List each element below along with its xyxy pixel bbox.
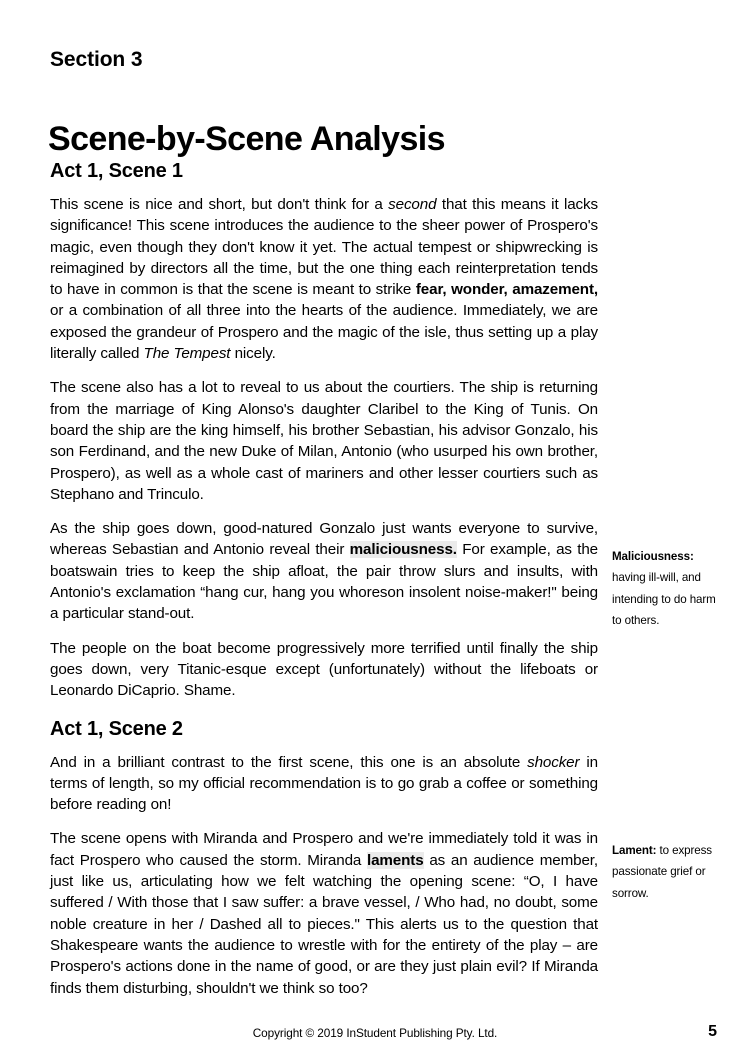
emphasis-text: second [388,196,437,213]
paragraph: This scene is nice and short, but don't think for a second that this means it lacks significance! This scene introduces the audience to the sheer power of Prospero's magic, even though they don't know it yet. The actual tempest or shipwrecking is reimagined by directors all the time, but the one thing each reinterpretation tends to have in common is that the scene is meant to strike fear, wonder, amazement, or a combination of all three into the hearts of the audience. Immediately, we are exposed the grandeur of Prospero and the magic of the isle, thus setting up a play literally called The Tempest nicely. [50,196,599,363]
page-title: Scene-by-Scene Analysis [48,119,445,158]
paragraph: The scene also has a lot to reveal to us about the courtiers. The ship is returning from the marriage of King Alonso's daughter Claribel to the King of Tunis. On board the ship are the king himself, his brother Sebastian, his advisor Gonzalo, his son Ferdinand, and the new Duke of Milan, Antonio (who usurped his own brother, Prospero), as well as a whole cast of mariners and other lesser courtiers such as Stephano and Trinculo. [50,379,598,503]
scene-heading-act1-scene1: Act 1, Scene 1 [50,160,183,182]
margin-note-lament [612,840,727,904]
emphasis-text: The Tempest [143,345,231,363]
page-footer [0,1023,750,1046]
glossary-term-highlight: maliciousness. [349,541,457,559]
paragraph: The scene opens with Miranda and Prospero and we're immediately told it was in fact Prospero who caused the storm. Miranda laments as an audience member, just like us, articulating how we felt watching the opening scene: “O, I have suffered / With those that I saw suffer: a brave vessel, / Who had, no doubt, some noble creature in her / Dashed all to pieces." This alerts us to the question that Shakespeare wants the audience to wrestle with for the entirety of the play – are Prospero's actions done in the name of good, or are they just plain evil? If Miranda finds them disturbing, shouldn't we think so too? [50,830,598,997]
paragraph: As the ship goes down, good-natured Gonzalo just wants everyone to survive, whereas Sebastian and Antonio reveal their maliciousness. For example, as the boatswain tries to keep the ship afloat, the pair throw slurs and insults, with Antonio's exclamation “hang cur, hang you whoreson insolent noise-maker!" being a particular stand-out. [50,520,598,623]
main-content-column [50,160,598,999]
margin-note-maliciousness [612,546,727,631]
margin-note-definition: to express passionate grief or sorrow. [612,844,712,900]
footer-copyright: Copyright © 2019 InStudent Publishing Pty. Ltd. [252,1026,498,1040]
margin-note-term: Lament: [612,844,657,857]
paragraph: And in a brilliant contrast to the first scene, this one is an absolute shocker in terms of length, so my official recommendation is to go grab a coffee or something before reading on! [50,753,598,814]
scene-heading-act1-scene2: Act 1, Scene 2 [50,717,183,740]
margin-note-definition: having ill-will, and intending to do harm to others. [612,571,716,627]
glossary-term-highlight: laments [367,851,424,869]
strong-text: fear, wonder, amazement, [415,281,599,299]
margin-note-term: Maliciousness: [612,550,694,563]
footer-page-number: 5 [708,1023,717,1040]
section-label: Section 3 [50,48,143,71]
emphasis-text: shocker [527,753,580,771]
paragraph: The people on the boat become progressively more terrified until finally the ship goes down, very Titanic-esque except (unfortunately) without the lifeboats or Leonardo DiCaprio. Shame. [50,639,598,700]
